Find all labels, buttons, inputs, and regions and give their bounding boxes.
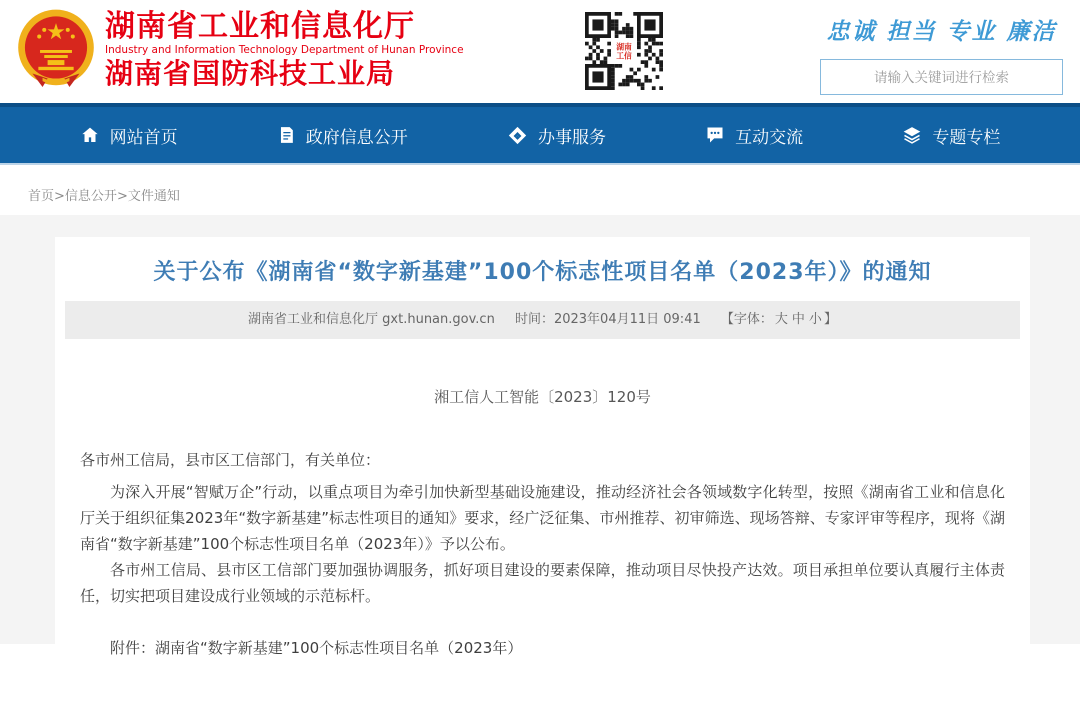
page-body bbox=[0, 215, 1080, 657]
site-titles bbox=[105, 10, 464, 90]
font-size-label: 【字体： bbox=[720, 312, 773, 327]
article-body bbox=[55, 447, 1030, 661]
bureau-name: 湖南省国防科技工业局 bbox=[105, 57, 396, 90]
header-right bbox=[820, 13, 1063, 95]
layers-icon bbox=[902, 125, 922, 145]
chat-icon bbox=[705, 125, 725, 145]
breadcrumb bbox=[0, 165, 1080, 215]
breadcrumb-separator: > bbox=[116, 189, 128, 204]
handshake-icon bbox=[507, 125, 528, 146]
nav-item-label: 办事服务 bbox=[537, 127, 606, 148]
article-time: 2023年04月11日 09:41 bbox=[553, 312, 701, 327]
article-greeting: 各市州工信局，县市区工信部门，有关单位： bbox=[80, 451, 381, 469]
breadcrumb-home[interactable]: 首页 bbox=[28, 189, 55, 204]
nav-item-label: 政府信息公开 bbox=[305, 127, 408, 148]
breadcrumb-info[interactable]: 信息公开 bbox=[64, 189, 117, 204]
nav-item-interaction[interactable] bbox=[705, 123, 803, 148]
font-size-medium[interactable]: 中 bbox=[791, 312, 805, 327]
nav-item-label: 网站首页 bbox=[109, 127, 178, 148]
nav-item-services[interactable] bbox=[507, 123, 606, 148]
article-time-label: 时间： bbox=[514, 312, 554, 327]
home-icon bbox=[80, 125, 100, 145]
nav-item-label: 互动交流 bbox=[735, 127, 804, 148]
article-paragraph: 为深入开展“智赋万企”行动，以重点项目为牵引加快新型基础设施建设，推动经济社会各领域数字化转型，按照《湖南省工业和信息化厅关于组织征集2023年“数字新基建”标志性项目的通知》要求，经广泛征集、市州推荐、初审筛选、现场答辩、专家评审等程序，现将《湖南省“数字新基建”100个标志性项目名单（2023年）》予以公布。 bbox=[80, 483, 1005, 553]
article-title: 关于公布《湖南省“数字新基建”100个标志性项目名单（2023年）》的通知 bbox=[153, 260, 932, 285]
breadcrumb-separator: > bbox=[54, 189, 65, 204]
document-number: 湘工信人工智能〔2023〕120号 bbox=[434, 388, 651, 406]
font-size-small[interactable]: 小 bbox=[808, 312, 822, 327]
attachment-link[interactable]: 附件：湖南省“数字新基建”100个标志性项目名单（2023年） bbox=[110, 639, 523, 657]
qr-code bbox=[585, 12, 663, 90]
qr-center-label-2: 工信 bbox=[616, 51, 632, 61]
slogan-text: 忠诚 担当 专业 廉洁 bbox=[826, 19, 1057, 45]
document-icon bbox=[277, 125, 296, 145]
nav-item-gov-info[interactable] bbox=[277, 123, 408, 148]
nav-item-special-topics[interactable] bbox=[902, 123, 1000, 148]
search-input[interactable] bbox=[820, 59, 1063, 95]
nav-item-home[interactable] bbox=[80, 123, 178, 148]
breadcrumb-notices[interactable]: 文件通知 bbox=[127, 189, 180, 204]
article-card bbox=[55, 237, 1030, 701]
national-emblem-icon bbox=[14, 8, 98, 92]
article-meta-bar bbox=[65, 301, 1020, 339]
font-size-large[interactable]: 大 bbox=[774, 312, 788, 327]
dept-name-en: Industry and Information Technology Department of Hunan Province bbox=[105, 44, 464, 56]
article-paragraph: 各市州工信局、县市区工信部门要加强协调服务，抓好项目建设的要素保障，推动项目尽快投产达效。项目承担单位要认真履行主体责任，切实把项目建设成行业领域的示范标杆。 bbox=[80, 561, 1005, 605]
site-logo[interactable] bbox=[14, 8, 464, 92]
font-size-label-close: 】 bbox=[823, 312, 837, 327]
dept-name: 湖南省工业和信息化厅 bbox=[105, 9, 415, 44]
qr-center-label-1: 湖南 bbox=[616, 42, 632, 52]
nav-item-label: 专题专栏 bbox=[932, 127, 1001, 148]
site-header bbox=[0, 0, 1080, 103]
article-source: 湖南省工业和信息化厅 gxt.hunan.gov.cn bbox=[248, 312, 495, 327]
main-nav bbox=[0, 103, 1080, 165]
